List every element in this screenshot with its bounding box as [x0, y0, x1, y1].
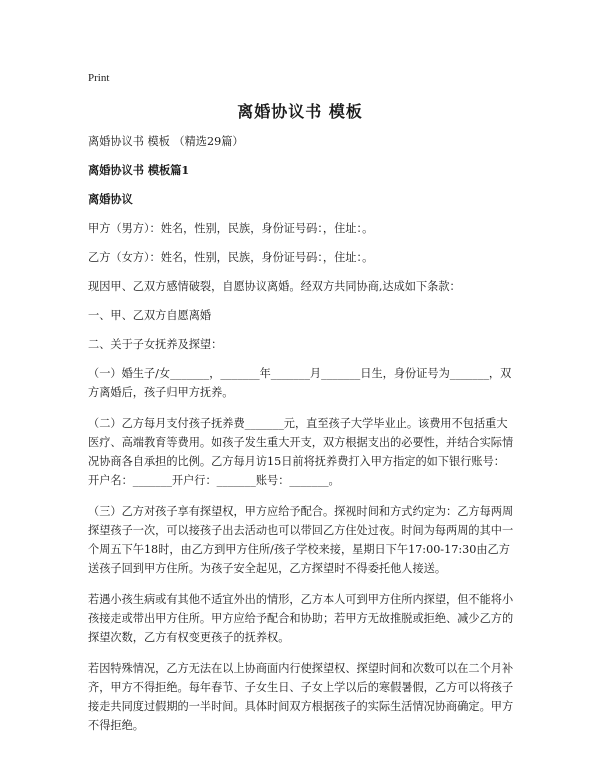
clause-two-heading: 二、关于子女抚养及探望：: [88, 338, 223, 351]
clause-two-item-one: （一）婚生子/女_______，_______年_______月_______日生，身份证号为_______，双方离婚后，孩子归甲方抚养。: [88, 367, 512, 399]
clause-two-item-three: （三）乙方对孩子享有探望权，甲方应给予配合。探视时间和方式约定为：乙方每两周探望孩子一次，可以接孩子出去活动也可以带回乙方住处过夜。时间为每两周的其中一个周五下午18时，由乙方到甲方住所/孩子学校来接，星期日下午17:00-17:30由乙方送孩子回到甲方住所。为孩子安全起见，乙方探望时不得委托他人接送。: [88, 505, 514, 575]
document-body: [88, 132, 516, 747]
special-circumstances-paragraph: 若因特殊情况，乙方无法在以上协商面内行使探望权、探望时间和次数可以在二个月补齐，甲方不得拒绝。每年春节、子女生日、子女上学以后的寒假暑假，乙方可以将孩子接走共同度过假期的一半时间。具体时间双方根据孩子的实际生活情况协商确定。甲方不得拒绝。: [88, 662, 514, 732]
agreement-heading: 离婚协议: [88, 192, 133, 206]
clause-one: 一、甲、乙双方自愿离婚: [88, 309, 212, 322]
section-heading: 离婚协议书 模板篇1: [88, 163, 190, 177]
page-title: 离婚协议书 模板: [237, 102, 363, 121]
party-a-info: 甲方（男方）：姓名，性别，民族，身份证号码：，住址：。: [88, 222, 374, 235]
document-subtitle: 离婚协议书 模板 （精选29篇）: [88, 135, 244, 148]
preamble-paragraph: 现因甲、乙双方感情破裂，自愿协议离婚。经双方共同协商,达成如下条款：: [88, 280, 461, 293]
party-b-info: 乙方（女方）：姓名，性别，民族，身份证号码：，住址：。: [88, 251, 374, 264]
clause-two-item-two: （二）乙方每月支付孩子抚养费_______元，直至孩子大学毕业止。该费用不包括重大医疗、高端教育等费用。如孩子发生重大开支，双方根据支出的必要性，并结合实际情况协商各自承担的比例。乙方每月访15日前将抚养费打入甲方指定的如下银行账号：开户名：_______开户行：_______账号：_______。: [88, 417, 514, 487]
print-link[interactable]: Print: [88, 72, 110, 84]
illness-visitation-paragraph: 若遇小孩生病或有其他不适宜外出的情形，乙方本人可到甲方住所内探望，但不能将小孩接走或带出甲方住所。甲方应给予配合和协助；若甲方无故推脱或拒绝、减少乙方的探望次数，乙方有权变更孩子的抚养权。: [88, 593, 514, 644]
